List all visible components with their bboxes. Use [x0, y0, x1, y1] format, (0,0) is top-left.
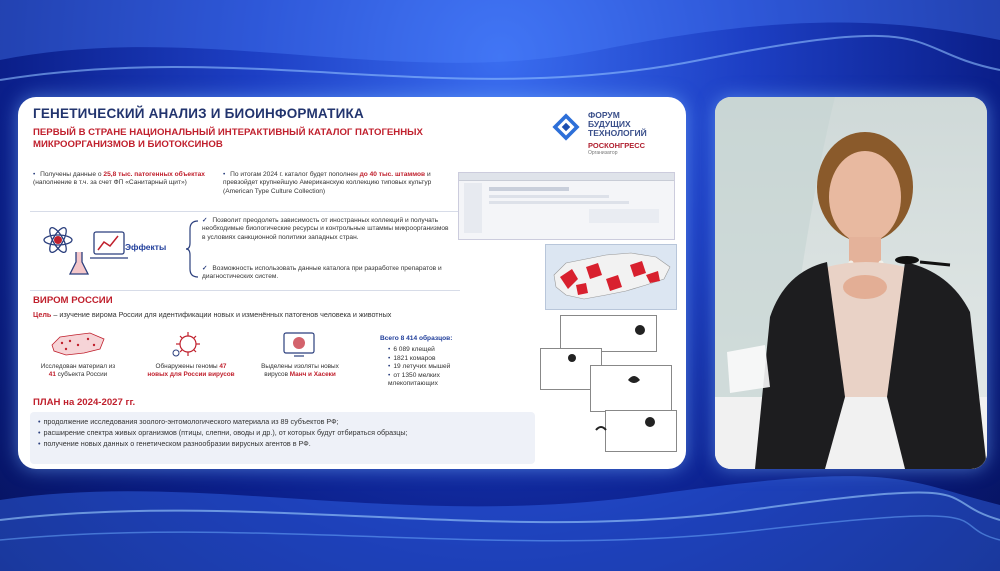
speaker-video	[715, 97, 987, 469]
effect-item-1: ✓ Позволит преодолеть зависимость от иностранных коллекций и получать необходимые биологические ресурсы и контрольные штаммы микроорганизмов в условиях санкционной политики западных стран.	[202, 217, 452, 242]
logo-line3: ТЕХНОЛОГИЙ	[588, 128, 647, 138]
plan-section	[30, 412, 535, 464]
sample-item: • 19 летучих мышей	[388, 363, 470, 371]
bracket-icon	[186, 219, 200, 279]
speaker-illustration	[715, 97, 987, 469]
virome-col-2: Обнаружены геномы 47 новых для России вирусов	[147, 363, 235, 378]
plan-item: • получение новых данных о генетическом разнообразии вирусных агентов в РФ.	[38, 438, 535, 449]
virome-col-3: Выделены изоляты новых вирусов Манч и Хасеки	[261, 363, 339, 378]
forum-logo	[548, 109, 678, 159]
plan-title: ПЛАН на 2024-2027 гг.	[33, 397, 136, 408]
virome-col-1: Исследован материал из 41 субъекта России	[40, 363, 116, 378]
slide-subtitle: ПЕРВЫЙ В СТРАНЕ НАЦИОНАЛЬНЫЙ ИНТЕРАКТИВНЫЙ КАТАЛОГ ПАТОГЕННЫХ МИКРООРГАНИЗМОВ И БИОТОКСИНОВ	[33, 127, 423, 150]
sample-item: • 6 089 клещей	[388, 346, 470, 354]
science-illustration-icon	[38, 222, 133, 277]
effects-label: Эффекты	[125, 242, 167, 252]
samples-list	[380, 335, 470, 388]
virus-icon	[168, 329, 208, 359]
virome-title: ВИРОМ РОССИИ	[33, 295, 113, 306]
slide-title: ГЕНЕТИЧЕСКИЙ АНАЛИЗ И БИОИНФОРМАТИКА	[33, 106, 364, 121]
russia-map-icon	[546, 245, 676, 309]
forum-logo-icon	[548, 109, 584, 145]
microscope-screen-icon	[280, 329, 320, 359]
sample-item: • 1821 комаров	[388, 355, 470, 363]
virome-goal: Цель – изучение вирома России для идентификации новых и изменённых патогенов человека и животных	[33, 310, 392, 319]
effect-item-2: ✓ Возможность использовать данные каталога при разработке препаратов и диагностических систем.	[202, 265, 452, 282]
catalog-screenshot	[458, 172, 675, 240]
sample-item: • от 1350 мелких млекопитающих	[388, 372, 470, 389]
samples-title: Всего 8 414 образцов:	[380, 335, 453, 342]
roscongress-sub: Организатор	[588, 150, 618, 156]
plan-item: • продолжение исследования зоолого-энтомологического материала из 89 субъектов РФ;	[38, 416, 535, 427]
russia-dots-icon	[48, 329, 108, 359]
logo-line1: ФОРУМ	[588, 110, 620, 120]
roscongress-label: РОСКОНГРЕСС	[588, 141, 646, 150]
logo-line2: БУДУЩИХ	[588, 119, 631, 129]
plan-item: • расширение спектра живых организмов (птицы, слепни, оводы и др.), от которых будут отбираться образцы;	[38, 427, 535, 438]
fact-left: • Получены данные о 25,8 тыс. патогенных объектах (наполнение в т.ч. за счет ФП «Санитарный щит»)	[33, 171, 213, 188]
russia-map	[545, 244, 677, 310]
presentation-slide	[18, 97, 686, 469]
samples-collage	[540, 310, 680, 460]
fact-right: • По итогам 2024 г. каталог будет пополнен до 40 тыс. штаммов и превзойдет крупнейшую Американскую коллекцию типовых культур (American Type Culture Collection)	[223, 171, 458, 196]
animal-icons	[540, 310, 680, 460]
